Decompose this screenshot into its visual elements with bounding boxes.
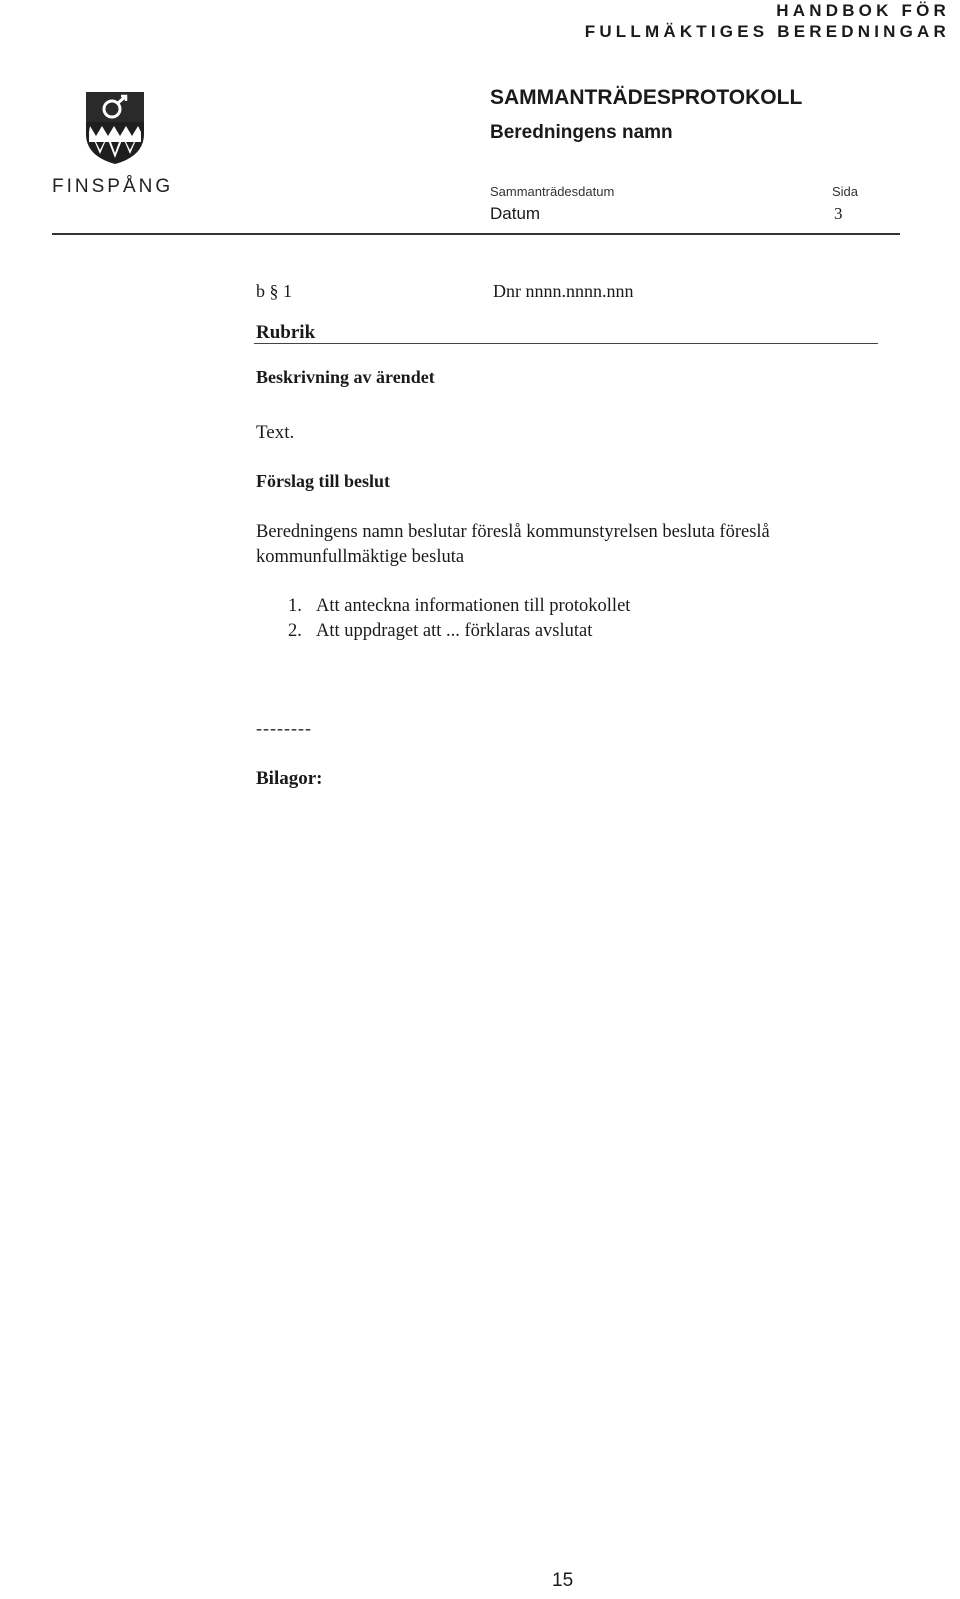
page-label: Sida <box>832 184 859 199</box>
header-divider <box>52 233 900 235</box>
description-text: Text. <box>256 422 295 443</box>
handbook-header-line2: FULLMÄKTIGES BEREDNINGAR <box>584 22 950 41</box>
handbook-header-line1: HANDBOK FÖR <box>776 1 950 20</box>
heading-divider <box>254 343 878 344</box>
page-value: 3 <box>834 204 843 223</box>
paragraph-number: b § 1 <box>256 281 292 301</box>
description-heading: Beskrivning av ärendet <box>256 367 435 387</box>
meeting-date-label: Sammanträdesdatum <box>490 184 615 199</box>
decision-list <box>288 594 630 644</box>
page-number: 15 <box>552 1570 574 1591</box>
list-item-text: Att anteckna informationen till protokollet <box>316 596 631 616</box>
list-item <box>288 594 630 619</box>
list-item-number: 2. <box>288 621 302 641</box>
case-number: Dnr nnnn.nnnn.nnn <box>493 281 634 301</box>
item-heading: Rubrik <box>256 322 316 343</box>
list-item-number: 1. <box>288 596 302 616</box>
attachments-label: Bilagor: <box>256 768 323 789</box>
proposal-heading: Förslag till beslut <box>256 471 390 491</box>
board-name: Beredningens namn <box>490 122 673 143</box>
list-item <box>288 619 630 644</box>
handbook-header <box>585 0 950 42</box>
list-item-text: Att uppdraget att ... förklaras avslutat <box>316 621 593 641</box>
coat-of-arms-icon <box>84 90 146 166</box>
proposal-text: Beredningens namn beslutar föreslå kommunstyrelsen besluta föreslå kommunfullmäktige besluta <box>256 522 770 567</box>
meeting-date-value: Datum <box>490 204 541 223</box>
logo-text: FINSPÅNG <box>52 176 174 197</box>
protocol-title: SAMMANTRÄDESPROTOKOLL <box>490 86 803 109</box>
separator: -------- <box>256 718 312 738</box>
